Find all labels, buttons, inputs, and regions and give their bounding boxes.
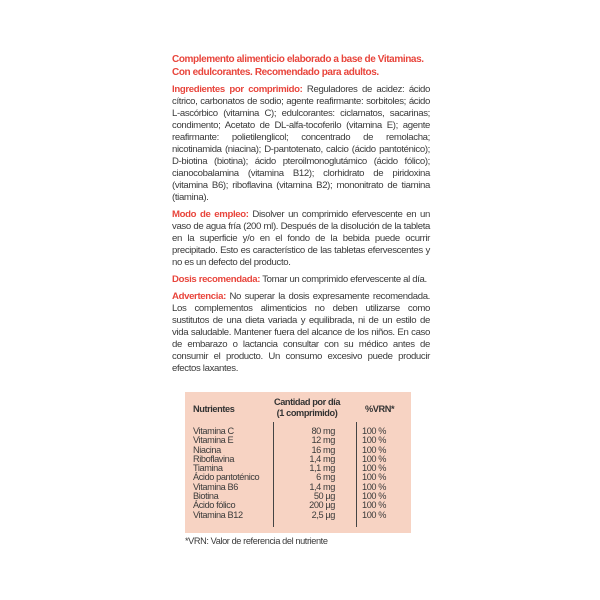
section-label: Ingredientes por comprimido: bbox=[172, 84, 303, 95]
warning-section bbox=[172, 291, 430, 375]
nutrient-amount: 1,4 mg bbox=[309, 453, 335, 464]
nutrient-vrn: 100 % bbox=[362, 426, 387, 436]
nutrient-amount: 1,4 mg bbox=[309, 481, 335, 492]
nutrition-table bbox=[185, 392, 411, 533]
nutrient-vrn: 100 % bbox=[362, 435, 387, 446]
header-amount-line2: (1 comprimido) bbox=[276, 408, 338, 418]
nutrient-name: Ácido fólico bbox=[193, 500, 236, 511]
usage-section bbox=[172, 209, 430, 269]
nutrient-name: Riboflavina bbox=[193, 453, 235, 464]
section-label: Modo de empleo: bbox=[172, 209, 249, 220]
section-text: Reguladores de acidez: ácido cítrico, carbonatos de sodio; agente reafirmante: sorbitoles; ácido L-ascórbico (vitamina C); edulcorantes: ciclamatos, sacarinas; condimento; Acetato de DL-alfa-tocoferilo (vitamina E); agente reafirmante: polietilenglicol; concentrado de remolacha; nicotinamida (niacina); D-pantotenato, calcio (ácido pantoténico); D-biotina (biotina); ácido pteroilmonoglutámico (ácido fólico); cianocobalamina (vitamina B12); clorhidrato de piridoxina (vitamina B6); riboflavina (vitamina B2); mononitrato de tiamina (tiamina). bbox=[172, 84, 431, 203]
nutrient-amount: 6 mg bbox=[316, 472, 335, 483]
nutrient-amount: 1,1 mg bbox=[309, 463, 335, 474]
section-text: No superar la dosis expresamente recomendada. Los complementos alimenticios no deben utilizarse como sustitutos de una dieta variada y equilibrada, ni de un estilo de vida saludable. Mantener fuera del alcance de los niños. En caso de embarazo o lactancia consultar con su médico antes de consumir el producto. Un consumo excesivo puede producir efectos laxantes. bbox=[172, 291, 430, 374]
nutrient-amount: 2,5 µg bbox=[311, 509, 335, 520]
nutrient-name: Biotina bbox=[193, 491, 219, 502]
nutrient-amount: 200 µg bbox=[309, 500, 335, 511]
header-amount bbox=[267, 397, 347, 419]
nutrient-vrn: 100 % bbox=[362, 463, 387, 474]
label-text bbox=[172, 53, 430, 380]
product-description: Complemento alimenticio elaborado a base de Vitaminas. Con edulcorantes. Recomendado para adultos. bbox=[172, 54, 424, 78]
nutrient-name: Vitamina C bbox=[193, 426, 234, 436]
table-row bbox=[185, 511, 411, 520]
dosage-section bbox=[172, 274, 430, 286]
nutrient-name: Tiamina bbox=[193, 463, 223, 474]
section-text: Tomar un comprimido efervescente al día. bbox=[260, 274, 427, 285]
nutrient-amount: 16 mg bbox=[311, 444, 335, 455]
nutrient-name: Vitamina B6 bbox=[193, 481, 238, 492]
ingredients-section bbox=[172, 84, 430, 204]
nutrient-name: Niacina bbox=[193, 444, 221, 455]
nutrient-name: Ácido pantoténico bbox=[193, 472, 260, 483]
nutrient-vrn: 100 % bbox=[362, 472, 387, 483]
section-label: Dosis recomendada: bbox=[172, 274, 261, 285]
nutrient-amount: 50 µg bbox=[313, 491, 335, 502]
nutrient-name: Vitamina E bbox=[193, 435, 234, 446]
nutrient-name: Vitamina B12 bbox=[193, 509, 243, 520]
header-nutrients: Nutrientes bbox=[193, 404, 235, 414]
header-vrn: %VRN* bbox=[365, 404, 395, 414]
nutrient-vrn: 100 % bbox=[362, 444, 387, 455]
table-body bbox=[185, 427, 411, 520]
nutrient-amount: 80 mg bbox=[311, 426, 335, 436]
nutrient-amount: 12 mg bbox=[311, 435, 335, 446]
nutrient-vrn: 100 % bbox=[362, 491, 387, 502]
nutrient-vrn: 100 % bbox=[362, 481, 387, 492]
header-amount-line1: Cantidad por día bbox=[273, 397, 341, 407]
nutrient-vrn: 100 % bbox=[362, 500, 387, 511]
nutrient-vrn: 100 % bbox=[362, 453, 387, 464]
nutrient-vrn: 100 % bbox=[362, 509, 387, 520]
footnote: *VRN: Valor de referencia del nutriente bbox=[185, 536, 328, 546]
section-label: Advertencia: bbox=[172, 291, 226, 302]
section-text: Disolver un comprimido efervescente en un vaso de agua fría (200 ml). Después de la disolución de la tableta en la superficie y/o en el fondo de la bebida puede ocurrir precipitado. Esto es característico de las tabletas efervescentes y no es un defecto del producto. bbox=[172, 209, 430, 268]
